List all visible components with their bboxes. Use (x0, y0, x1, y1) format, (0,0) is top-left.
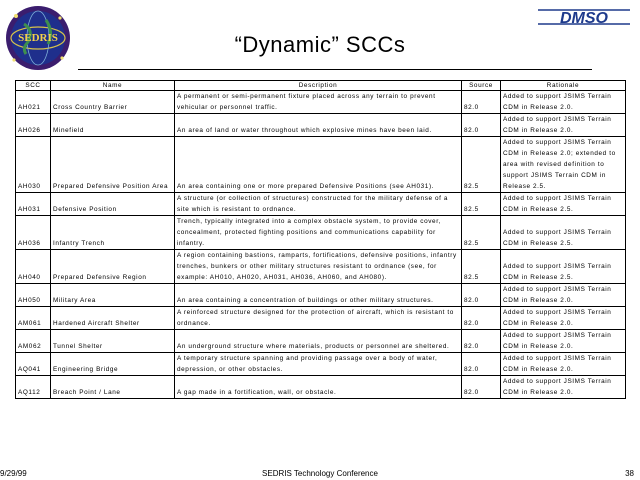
cell-scc: AM061 (16, 307, 51, 330)
cell-description: Trench, typically integrated into a complex obstacle system, to provide cover, concealment, protected fighting positions and communications capability for infantry. (175, 216, 462, 250)
cell-source: 82.0 (462, 307, 501, 330)
cell-scc: AQ112 (16, 376, 51, 399)
dmso-logo (536, 4, 632, 30)
dmso-logo-text: DMSO (560, 10, 608, 27)
cell-source: 82.5 (462, 250, 501, 284)
cell-name: Cross Country Barrier (51, 91, 175, 114)
cell-source: 82.0 (462, 114, 501, 137)
cell-rationale: Added to support JSIMS Terrain CDM in Release 2.5. (501, 250, 626, 284)
table-row (16, 91, 626, 114)
cell-source: 82.0 (462, 91, 501, 114)
table-row (16, 193, 626, 216)
table-row (16, 307, 626, 330)
cell-scc: AH036 (16, 216, 51, 250)
sedris-logo-text: SEDRIS (18, 32, 58, 44)
cell-rationale: Added to support JSIMS Terrain CDM in Release 2.0. (501, 284, 626, 307)
cell-name: Engineering Bridge (51, 353, 175, 376)
cell-scc: AH030 (16, 137, 51, 193)
cell-source: 82.0 (462, 284, 501, 307)
cell-scc: AH026 (16, 114, 51, 137)
cell-scc: AH050 (16, 284, 51, 307)
cell-rationale: Added to support JSIMS Terrain CDM in Release 2.5. (501, 216, 626, 250)
title-divider (78, 69, 592, 70)
cell-description: A reinforced structure designed for the protection of aircraft, which is resistant to ordnance. (175, 307, 462, 330)
cell-source: 82.0 (462, 353, 501, 376)
table-row (16, 353, 626, 376)
cell-source: 82.0 (462, 376, 501, 399)
cell-name: Breach Point / Lane (51, 376, 175, 399)
cell-description: A structure (or collection of structures) constructed for the military defense of a site which is resistant to ordnance. (175, 193, 462, 216)
cell-description: An underground structure where materials, products or personnel are sheltered. (175, 330, 462, 353)
table-row (16, 137, 626, 193)
cell-scc: AM062 (16, 330, 51, 353)
cell-name: Infantry Trench (51, 216, 175, 250)
cell-rationale: Added to support JSIMS Terrain CDM in Release 2.5. (501, 193, 626, 216)
scc-table (15, 80, 626, 399)
cell-rationale: Added to support JSIMS Terrain CDM in Release 2.0. (501, 353, 626, 376)
cell-source: 82.0 (462, 330, 501, 353)
header-source: Source (462, 81, 501, 91)
table-row (16, 376, 626, 399)
cell-description: An area of land or water throughout which explosive mines have been laid. (175, 114, 462, 137)
cell-scc: AH021 (16, 91, 51, 114)
table-row (16, 250, 626, 284)
page-title: “Dynamic” SCCs (234, 32, 406, 57)
cell-description: A permanent or semi-permanent fixture placed across any terrain to prevent vehicular or personnel traffic. (175, 91, 462, 114)
cell-name: Prepared Defensive Position Area (51, 137, 175, 193)
cell-rationale: Added to support JSIMS Terrain CDM in Release 2.0. (501, 307, 626, 330)
cell-description: An area containing a concentration of buildings or other military structures. (175, 284, 462, 307)
cell-description: A temporary structure spanning and providing passage over a body of water, depression, or other obstacles. (175, 353, 462, 376)
cell-scc: AQ041 (16, 353, 51, 376)
cell-scc: AH031 (16, 193, 51, 216)
cell-name: Minefield (51, 114, 175, 137)
cell-description: A gap made in a fortification, wall, or obstacle. (175, 376, 462, 399)
cell-source: 82.5 (462, 193, 501, 216)
table-row (16, 114, 626, 137)
cell-rationale: Added to support JSIMS Terrain CDM in Release 2.0. (501, 91, 626, 114)
header-scc: SCC (16, 81, 51, 91)
cell-source: 82.5 (462, 216, 501, 250)
footer-page-number: 38 (625, 469, 634, 478)
cell-scc: AH040 (16, 250, 51, 284)
header-rationale: Rationale (501, 81, 626, 91)
cell-name: Defensive Position (51, 193, 175, 216)
cell-name: Tunnel Shelter (51, 330, 175, 353)
table-row (16, 330, 626, 353)
footer-date: 9/29/99 (0, 469, 27, 478)
cell-description: An area containing one or more prepared Defensive Positions (see AH031). (175, 137, 462, 193)
cell-rationale: Added to support JSIMS Terrain CDM in Release 2.0. (501, 114, 626, 137)
cell-description: A region containing bastions, ramparts, fortifications, defensive positions, infantry trenches, bunkers or other military structures resistant to ordnance (see, for example: AH010, AH020, AH031, AH036, AH060, and AH080). (175, 250, 462, 284)
cell-name: Military Area (51, 284, 175, 307)
header-name: Name (51, 81, 175, 91)
cell-rationale: Added to support JSIMS Terrain CDM in Release 2.0; extended to area with revised definition to support JSIMS Terrain CDM in Release 2.5. (501, 137, 626, 193)
cell-name: Prepared Defensive Region (51, 250, 175, 284)
header-description: Description (175, 81, 462, 91)
table-header-row (16, 81, 626, 91)
cell-rationale: Added to support JSIMS Terrain CDM in Release 2.0. (501, 330, 626, 353)
table-row (16, 216, 626, 250)
table-row (16, 284, 626, 307)
cell-rationale: Added to support JSIMS Terrain CDM in Release 2.0. (501, 376, 626, 399)
footer-conference: SEDRIS Technology Conference (262, 469, 378, 478)
cell-source: 82.5 (462, 137, 501, 193)
cell-name: Hardened Aircraft Shelter (51, 307, 175, 330)
